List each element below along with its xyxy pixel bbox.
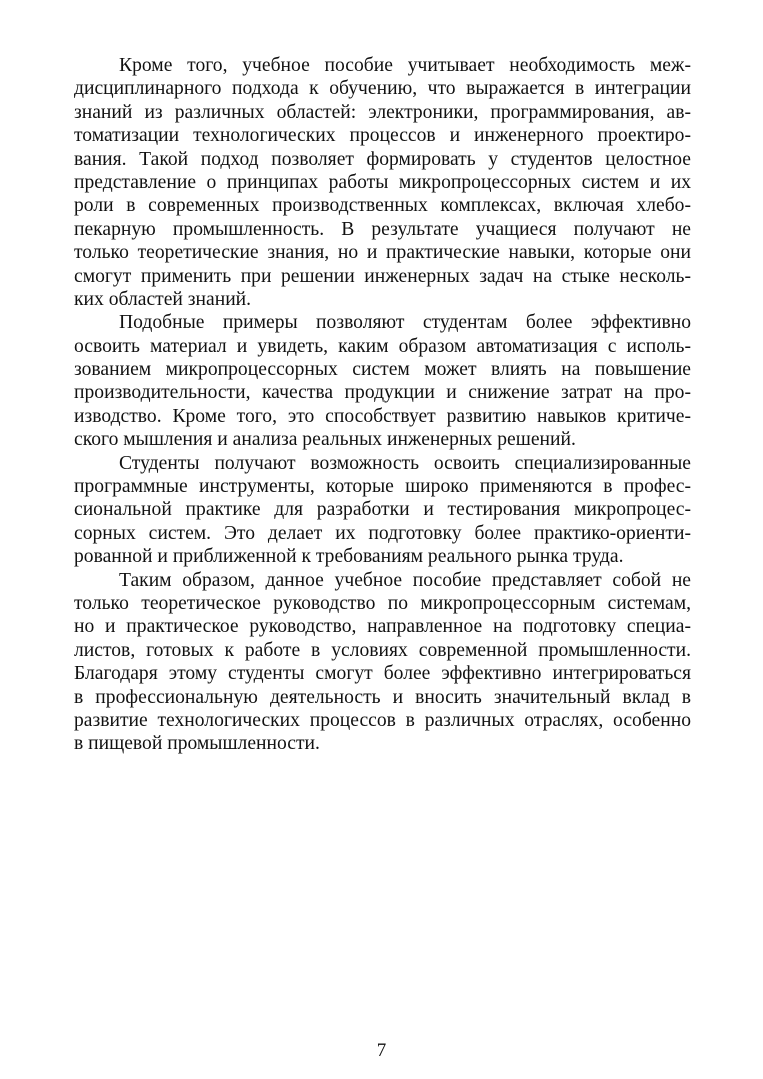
text-line: только теоретическое руководство по микропроцессорным системам,	[74, 592, 691, 614]
text-line: представление о принципах работы микропроцессорных систем и их	[74, 171, 691, 193]
text-line: роли в современных производственных комплексах, включая хлебо-	[74, 195, 691, 217]
text-line: листов, готовых к работе в условиях современной промышленности.	[74, 639, 691, 661]
text-line: ского мышления и анализа реальных инженерных решений.	[74, 429, 576, 451]
text-line: программные инструменты, которые широко применяются в профес-	[74, 476, 691, 498]
text-line: развитие технологических процессов в различных отраслях, особенно	[74, 709, 691, 731]
text-line: ких областей знаний.	[74, 288, 252, 310]
text-line: пекарную промышленность. В результате учащиеся получают не	[74, 218, 691, 240]
text-line: только теоретические знания, но и практические навыки, которые они	[74, 242, 691, 264]
paragraph	[74, 452, 691, 569]
text-line: вания. Такой подход позволяет формировать у студентов целостное	[74, 148, 691, 170]
text-line: Студенты получают возможность освоить специализированные	[119, 452, 691, 474]
paragraph	[74, 311, 691, 451]
text-line: производительности, качества продукции и снижение затрат на про-	[74, 382, 691, 404]
text-line: освоить материал и увидеть, каким образом автоматизация с исполь-	[74, 335, 691, 357]
paragraph	[74, 54, 691, 311]
text-line: рованной и приближенной к требованиям реального рынка труда.	[74, 546, 624, 568]
text-line: Благодаря этому студенты смогут более эффективно интегрироваться	[74, 663, 691, 685]
text-line: Кроме того, учебное пособие учитывает необходимость меж-	[119, 55, 691, 76]
body-text	[74, 54, 691, 756]
text-line: дисциплинарного подхода к обучению, что выражается в интеграции	[74, 78, 691, 100]
text-line: смогут применить при решении инженерных задач на стыке несколь-	[74, 265, 691, 287]
paragraph	[74, 569, 691, 756]
text-line: в профессиональную деятельность и вносить значительный вклад в	[74, 686, 691, 708]
text-line: но и практическое руководство, направленное на подготовку специа-	[74, 616, 691, 638]
text-line: Таким образом, данное учебное пособие представляет собой не	[119, 569, 691, 591]
text-line: знаний из различных областей: электроники, программирования, ав-	[74, 101, 691, 123]
text-line: сорных систем. Это делает их подготовку более практико-ориенти-	[74, 522, 691, 544]
text-line: в пищевой промышленности.	[74, 733, 320, 755]
text-line: томатизации технологических процессов и инженерного проектиро-	[74, 125, 691, 147]
text-line: Подобные примеры позволяют студентам более эффективно	[119, 312, 691, 334]
text-line: зованием микропроцессорных систем может влиять на повышение	[74, 359, 691, 381]
page-number: 7	[376, 1040, 387, 1061]
text-line: сиональной практике для разработки и тестирования микропроцес-	[74, 499, 691, 521]
text-line: изводство. Кроме того, это способствует развитию навыков критиче-	[74, 405, 691, 427]
